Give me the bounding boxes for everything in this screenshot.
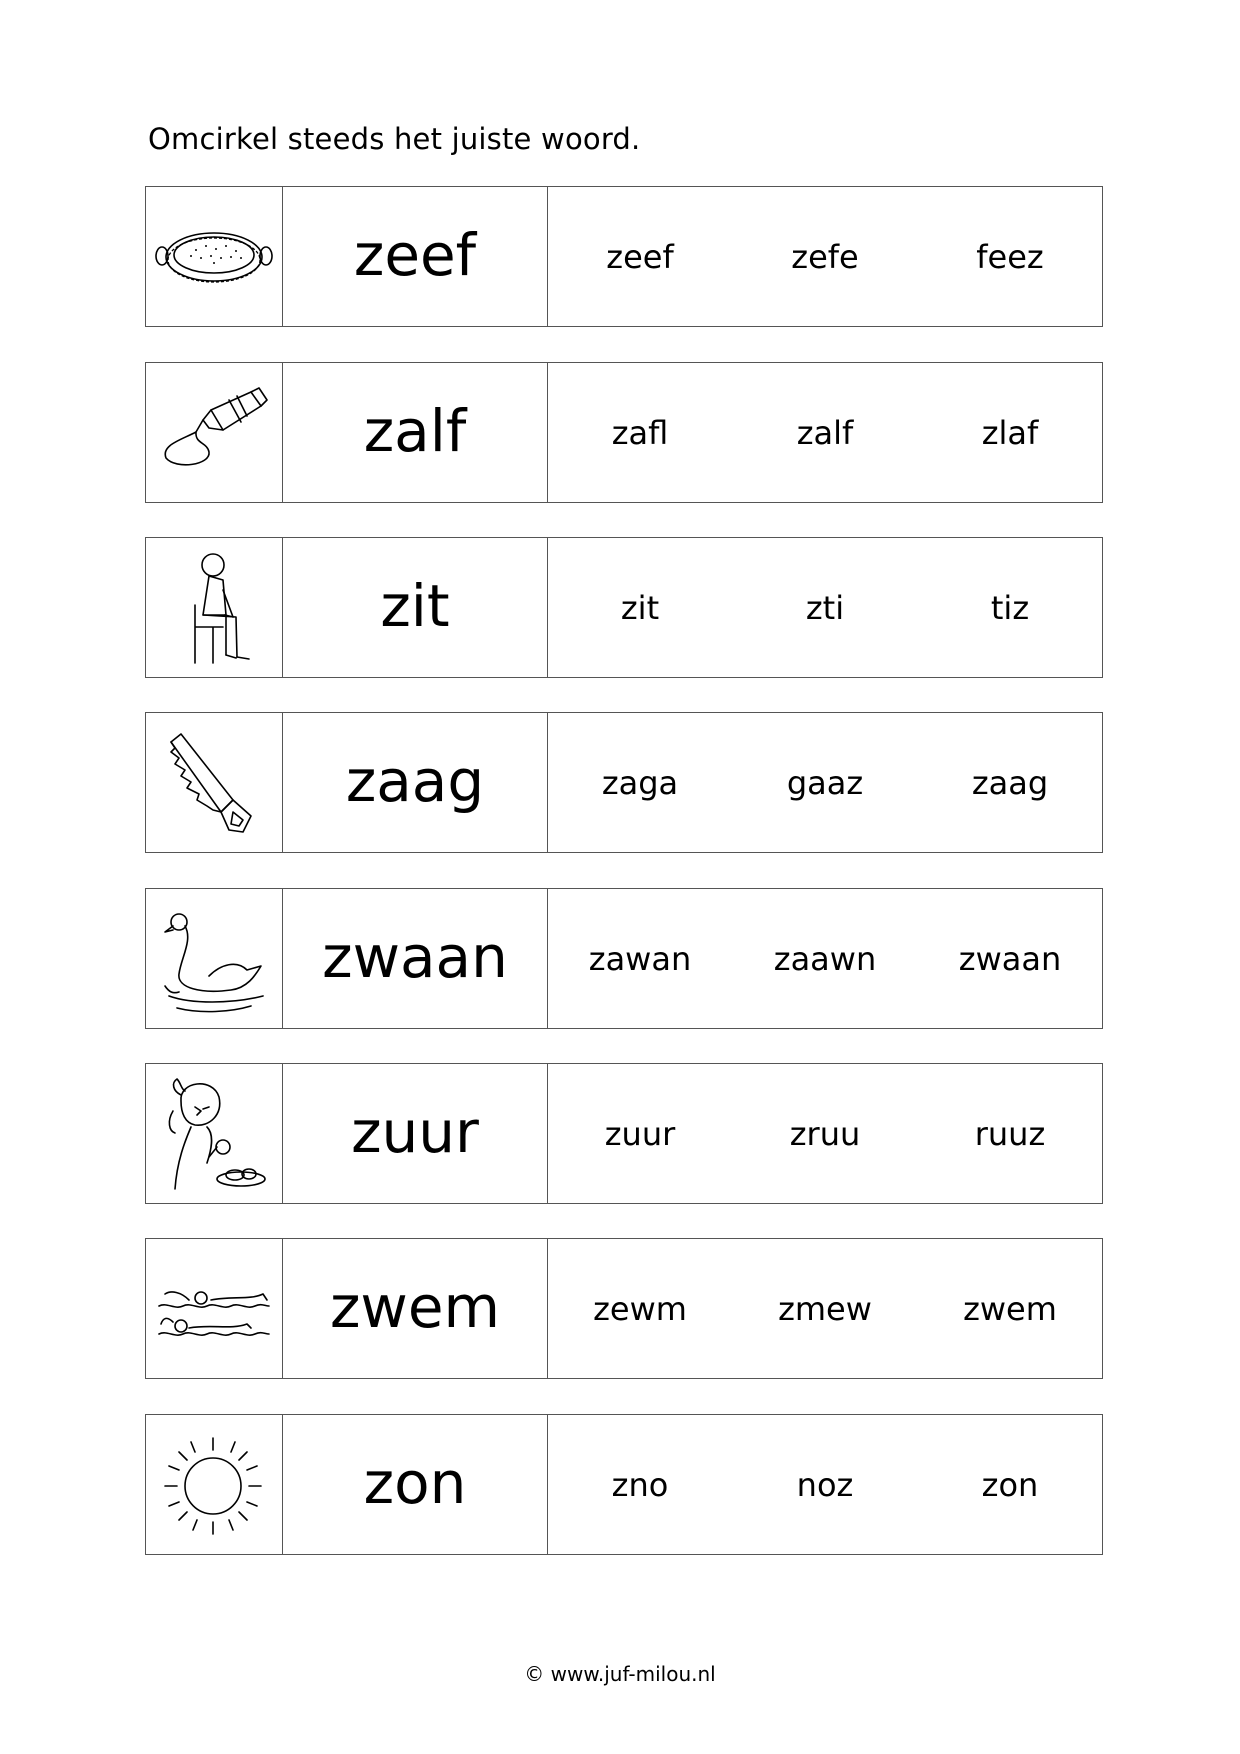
picture-cell [146,538,283,677]
word-option[interactable]: zno [611,1465,669,1504]
options-cell [548,187,1102,326]
options-cell [548,363,1102,502]
target-word: zwaan [283,889,548,1028]
swimmers-icon [151,1246,277,1372]
word-option[interactable]: zefe [791,237,859,276]
exercise-row [145,1063,1103,1204]
picture-cell [146,363,283,502]
saw-icon [151,720,277,846]
word-option[interactable]: gaaz [786,763,864,802]
word-option[interactable]: zafl [611,413,669,452]
sieve-icon [151,194,277,320]
options-cell [548,538,1102,677]
target-word: zeef [283,187,548,326]
sitting-person-icon [151,545,277,671]
word-option[interactable]: zaawn [773,939,877,978]
target-word: zwem [283,1239,548,1378]
word-option[interactable]: zuur [604,1114,676,1153]
exercise-row [145,1414,1103,1555]
word-option[interactable]: zruu [789,1114,861,1153]
word-option[interactable]: zwaan [958,939,1062,978]
picture-cell [146,187,283,326]
target-word: zalf [283,363,548,502]
options-cell [548,1239,1102,1378]
word-option[interactable]: ruuz [974,1114,1046,1153]
word-option[interactable]: zti [805,588,845,627]
target-word: zon [283,1415,548,1554]
picture-cell [146,1415,283,1554]
ointment-tube-icon [151,370,277,496]
word-option[interactable]: zaga [601,763,679,802]
swan-icon [151,896,277,1022]
exercise-row [145,712,1103,853]
word-option[interactable]: noz [796,1465,854,1504]
word-option[interactable]: zlaf [981,413,1039,452]
picture-cell [146,1064,283,1203]
word-option[interactable]: zit [620,588,660,627]
word-option[interactable]: feez [976,237,1044,276]
picture-cell [146,889,283,1028]
word-option[interactable]: zon [981,1465,1039,1504]
word-option[interactable]: zewm [593,1289,687,1328]
options-cell [548,1415,1102,1554]
copyright-footer: © www.juf-milou.nl [524,1662,716,1686]
exercise-row [145,186,1103,327]
word-option[interactable]: zmew [778,1289,872,1328]
options-cell [548,713,1102,852]
target-word: zuur [283,1064,548,1203]
exercise-row [145,537,1103,678]
word-option[interactable]: zaag [971,763,1049,802]
instruction-text: Omcirkel steeds het juiste woord. [148,122,641,156]
options-cell [548,1064,1102,1203]
options-cell [548,889,1102,1028]
picture-cell [146,1239,283,1378]
target-word: zit [283,538,548,677]
exercise-row [145,888,1103,1029]
word-option[interactable]: zawan [588,939,692,978]
exercise-row [145,362,1103,503]
exercise-row [145,1238,1103,1379]
picture-cell [146,713,283,852]
word-option[interactable]: zeef [606,237,674,276]
target-word: zaag [283,713,548,852]
word-option[interactable]: tiz [990,588,1030,627]
sun-icon [151,1422,277,1548]
sour-face-girl-icon [151,1071,277,1197]
word-option[interactable]: zalf [796,413,854,452]
word-option[interactable]: zwem [963,1289,1057,1328]
